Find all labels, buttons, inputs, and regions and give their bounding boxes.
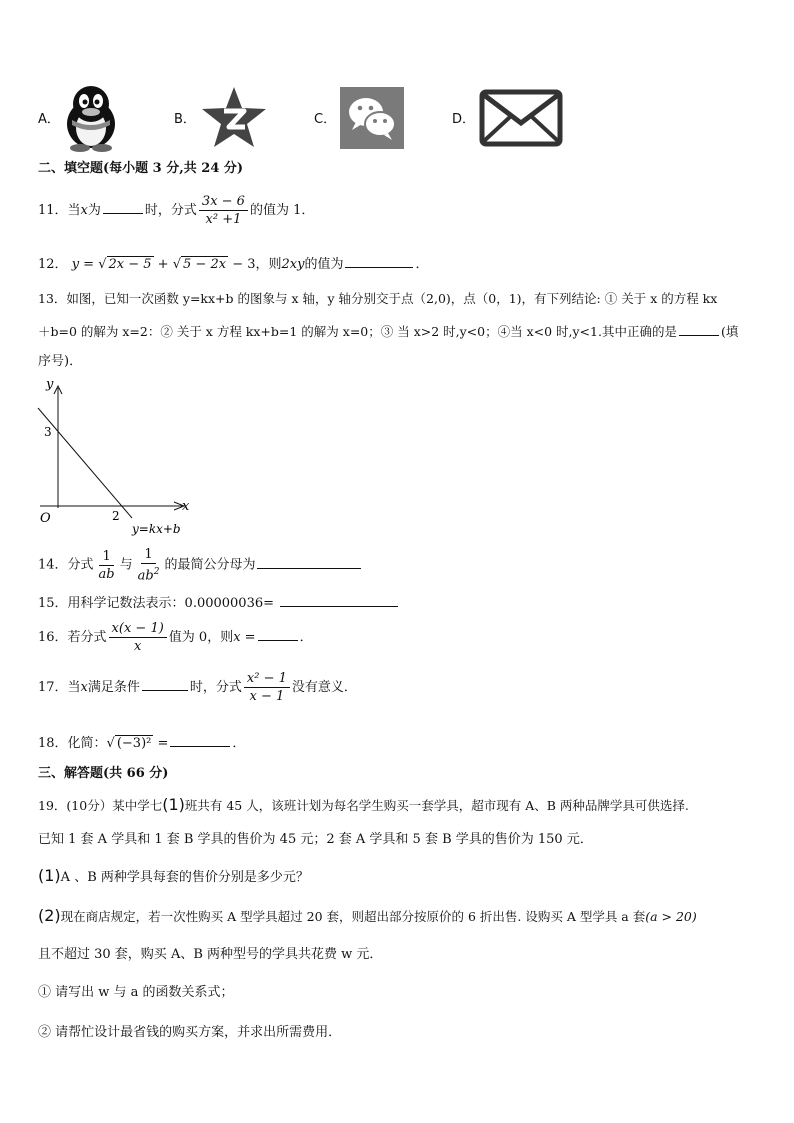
- question-12: 12． y = √ 2x − 5 + √ 5 − 2x − 3，则2xy的值为 ．: [38, 254, 428, 274]
- answer-blank-15[interactable]: [280, 593, 398, 607]
- answer-blank-14[interactable]: [257, 555, 361, 569]
- x-axis-label: x: [182, 499, 190, 514]
- option-b-label: B．: [174, 112, 196, 127]
- question-19-subpart-2: ② 请帮忙设计最省钱的购买方案，并求出所需费用．: [38, 1025, 342, 1040]
- y-intercept-label: 3: [44, 425, 52, 439]
- fraction-16: $\frac{x(x - 1)}{x}$: [109, 621, 167, 654]
- fraction-14-a: $\frac{1}{ab}$: [98, 548, 115, 582]
- fraction-11: $\frac{3x - 6}{\text{x² +1}}$: [199, 194, 248, 227]
- question-13-line-2: ＋b=0 的解为 x=2：② 关于 x 方程 kx+b=1 的解为 x=0；③ 当 x>2 时,y<0；④当 x<0 时,y<1.其中正确的是 (填: [38, 324, 739, 339]
- question-13-line-1: 13．如图，已知一次函数 y=kx+b 的图象与 x 轴，y 轴分别交于点（2,0)，点（0，1)，有下列结论: ① 关于 x 的方程 kx: [38, 291, 718, 306]
- fraction-17: $\frac{\text{x² − 1}}{x - 1}$: [244, 671, 290, 704]
- answer-blank-12[interactable]: [345, 254, 413, 268]
- question-19-part-2-line-2: 且不超过 30 套，购买 A、B 两种型号的学具共花费 w 元．: [38, 947, 383, 962]
- option-a-label: A．: [38, 112, 60, 127]
- question-11: 11．当x为 时，分式 $\frac{3x - 6}{\text{x² +1}}$ 的值为 1．: [38, 194, 315, 227]
- answer-blank-13[interactable]: [679, 322, 719, 336]
- answer-blank-18[interactable]: [170, 733, 230, 747]
- fraction-14-b: $\frac{1}{ab^2}$: [137, 547, 160, 584]
- question-19-part-1: (1)A 、B 两种学具每套的售价分别是多少元？: [38, 866, 309, 885]
- qq-penguin-icon: [60, 84, 122, 152]
- origin-label: O: [40, 511, 51, 526]
- y-axis-label: y: [46, 378, 54, 392]
- answer-blank-11[interactable]: [103, 200, 143, 214]
- question-16: 16．若分式 $\frac{x(x - 1)}{x}$ 值为 0，则x = ．: [38, 621, 313, 654]
- wechat-icon: [340, 87, 404, 149]
- qzone-star-icon: [200, 85, 268, 149]
- question-19-line-2: 已知 1 套 A 学具和 1 套 B 学具的售价为 45 元；2 套 A 学具和 5 套 B 学具的售价为 150 元．: [38, 832, 593, 847]
- question-14: 14．分式 $\frac{1}{ab}$ 与 $\frac{1}{ab^2}$ 的最简公分母为: [38, 547, 363, 584]
- envelope-icon: [479, 89, 563, 147]
- line-equation-label: y=kx+b: [132, 522, 181, 536]
- question-19-line-1: 19．(10分）某中学七(1)班共有 45 人，该班计划为每名学生购买一套学具，超市现有 A、B 两种品牌学具可供选择.: [38, 795, 689, 814]
- x-intercept-label: 2: [112, 509, 120, 523]
- question-19-subpart-1: ① 请写出 w 与 a 的函数关系式；: [38, 985, 234, 1000]
- question-18: 18．化简：√ (−3)² = ．: [38, 733, 245, 753]
- linear-function-graph: [30, 378, 200, 540]
- section-2-title: 二、填空题(每小题 3 分,共 24 分): [38, 161, 244, 176]
- answer-blank-16[interactable]: [258, 627, 298, 641]
- option-c-label: C．: [314, 112, 337, 127]
- question-13-line-3: 序号)．: [38, 354, 83, 369]
- question-15: 15．用科学记数法表示：0.00000036=: [38, 593, 400, 613]
- question-19-part-2-line-1: (2)现在商店规定，若一次性购买 A 型学具超过 20 套，则超出部分按原价的 6 折出售. 设购买 A 型学具 a 套(a > 20): [38, 906, 697, 925]
- section-3-title: 三、解答题(共 66 分): [38, 766, 169, 781]
- answer-blank-17[interactable]: [142, 677, 188, 691]
- question-17: 17．当x满足条件 时，分式 $\frac{\text{x² − 1}}{x - 1}$ 没有意义．: [38, 671, 357, 704]
- function-line: [38, 408, 132, 518]
- option-d-label: D．: [452, 112, 476, 127]
